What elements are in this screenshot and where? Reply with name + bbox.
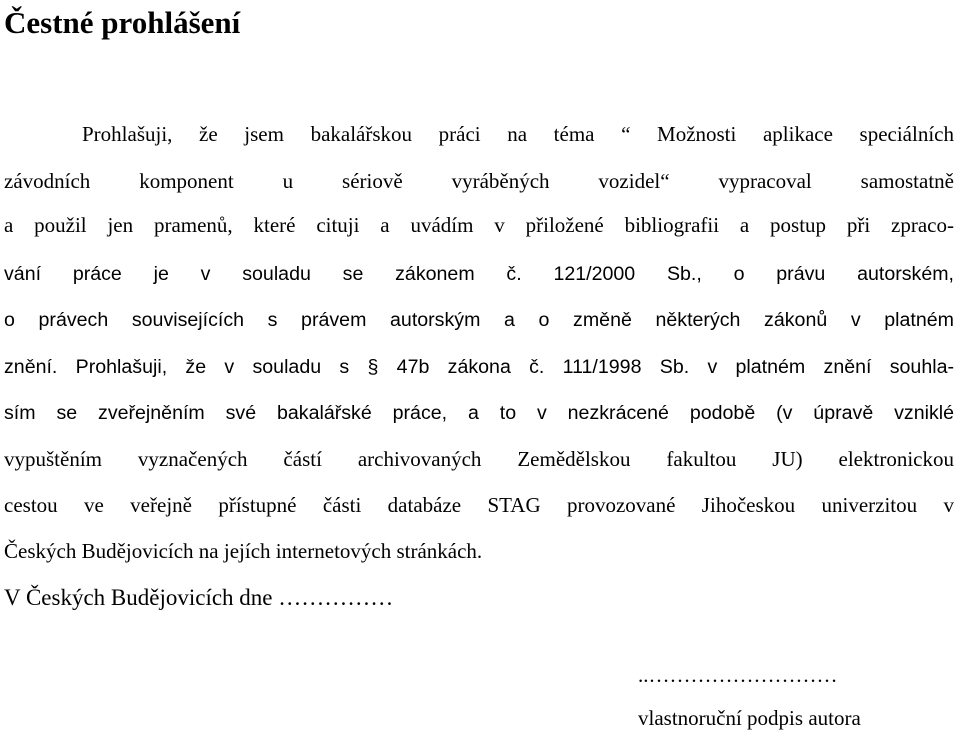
signature-label: vlastnoruční podpis autora	[638, 706, 861, 730]
paragraph-line: cestou ve veřejně přístupné části databáze STAG provozované Jihočeskou univerzitou v	[4, 493, 954, 517]
paragraph-line: Českých Budějovicích na jejích internetových stránkách.	[4, 539, 483, 563]
paragraph-line: sím se zveřejněním své bakalářské práce, a to v nezkrácené podobě (v úpravě vzniklé	[4, 402, 954, 424]
signature-dotted-line: ..………………………	[638, 663, 838, 687]
paragraph-line: závodních komponent u sériově vyráběných vozidel“ vypracoval samostatně	[4, 169, 954, 193]
document-title: Čestné prohlášení	[4, 5, 241, 40]
paragraph-line: Prohlašuji, že jsem bakalářskou práci na téma “ Možnosti aplikace speciálních	[82, 122, 954, 146]
paragraph-line: znění. Prohlašuji, že v souladu s § 47b zákona č. 111/1998 Sb. v platném znění souhla-	[4, 356, 954, 378]
paragraph-line: a použil jen pramenů, které cituji a uvádím v přiložené bibliografii a postup při zpraco-	[4, 213, 954, 237]
paragraph-line: vypuštěním vyznačených částí archivovaných Zemědělskou fakultou JU) elektronickou	[4, 447, 954, 471]
paragraph-line: o právech souvisejících s právem autorským a o změně některých zákonů v platném	[4, 309, 954, 331]
paragraph-line: vání práce je v souladu se zákonem č. 121/2000 Sb., o právu autorském,	[4, 263, 954, 285]
place-date-line: V Českých Budějovicích dne ……………	[4, 585, 394, 610]
